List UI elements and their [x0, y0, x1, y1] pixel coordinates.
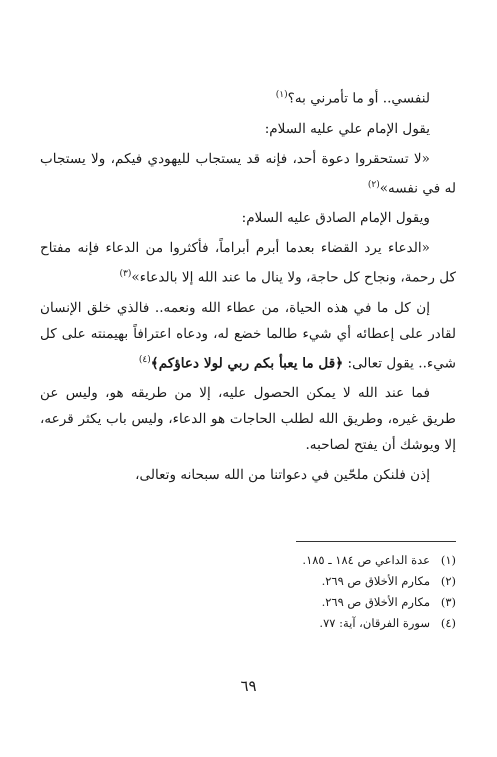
paragraph-6-text: إن كل ما في هذه الحياة، من عطاء الله ونعمه.. فالذي خلق الإنسان لقادر على إعطائه أي شيء طالما خضع له، ودعاه اعترافاً بهيمنته على كل شيء.. يقول تعالى:: [40, 299, 456, 372]
footnote-text: مكارم الأخلاق ص ٢٦٩.: [321, 574, 430, 588]
footnote-4: [160, 613, 456, 634]
paragraph-7-text: فما عند الله لا يمكن الحصول عليه، إلا من طريقه هو، وليس عن طريق غيره، وطريق الله لطلب الحاجات هو الدعاء، وليس باب يكثر قرعه، إلا ويوشك أن يفتح لصاحبه.: [40, 385, 456, 454]
paragraph-2-heading: [40, 116, 456, 142]
footnote-text: سورة الفرقان، آية: ٧٧.: [319, 616, 430, 630]
footnote-ref-4: (٤): [138, 354, 151, 365]
footnote-ref-3: (٣): [119, 269, 132, 280]
footnote-ref-2: (٢): [367, 179, 380, 190]
footnote-text: عدة الداعي ص ١٨٤ ـ ١٨٥.: [302, 553, 430, 567]
paragraph-6: [40, 295, 456, 377]
paragraph-8-text: إذن فلنكن ملحّين في دعواتنا من الله سبحانه وتعالى،: [135, 467, 430, 484]
footnote-text: مكارم الأخلاق ص ٢٦٩.: [321, 595, 430, 609]
footnote-3: [160, 592, 456, 613]
footnote-ref-1: (١): [275, 90, 288, 100]
page-number: ٦٩: [240, 677, 257, 695]
footnote-divider: [296, 541, 456, 542]
footnotes: [160, 550, 456, 634]
footnote-1: [160, 550, 456, 571]
paragraph-3-text: «لا تستحقروا دعوة أحد، فإنه قد يستجاب لليهودي فيكم، ولا يستجاب له في نفسه»: [40, 150, 456, 197]
footnote-number: (٤): [440, 616, 456, 630]
body-text: [40, 82, 456, 492]
paragraph-5-quote: [40, 235, 456, 291]
footnote-2: [160, 571, 456, 592]
paragraph-4-text: ويقول الإمام الصادق عليه السلام:: [241, 210, 430, 227]
footnote-number: (٣): [440, 595, 456, 609]
quran-verse: ﴿قل ما يعبأ بكم ربي لولا دعاؤكم﴾: [150, 355, 344, 372]
paragraph-1: [40, 82, 456, 112]
paragraph-2-text: يقول الإمام علي عليه السلام:: [264, 120, 430, 137]
footnote-number: (٢): [440, 574, 456, 588]
paragraph-7: [40, 380, 456, 458]
footnote-number: (١): [440, 553, 456, 567]
paragraph-8: [40, 462, 456, 488]
paragraph-5-text: «الدعاء يرد القضاء بعدما أبرم أبراماً، فأكثروا من الدعاء فإنه مفتاح كل رحمة، ونجاح كل حاجة، ولا ينال ما عند الله إلا بالدعاء»: [40, 240, 456, 286]
paragraph-3-quote: [40, 146, 456, 202]
paragraph-1-text: لنفسي.. أو ما تأمرني به؟: [287, 90, 430, 107]
paragraph-4-heading: [40, 205, 456, 231]
